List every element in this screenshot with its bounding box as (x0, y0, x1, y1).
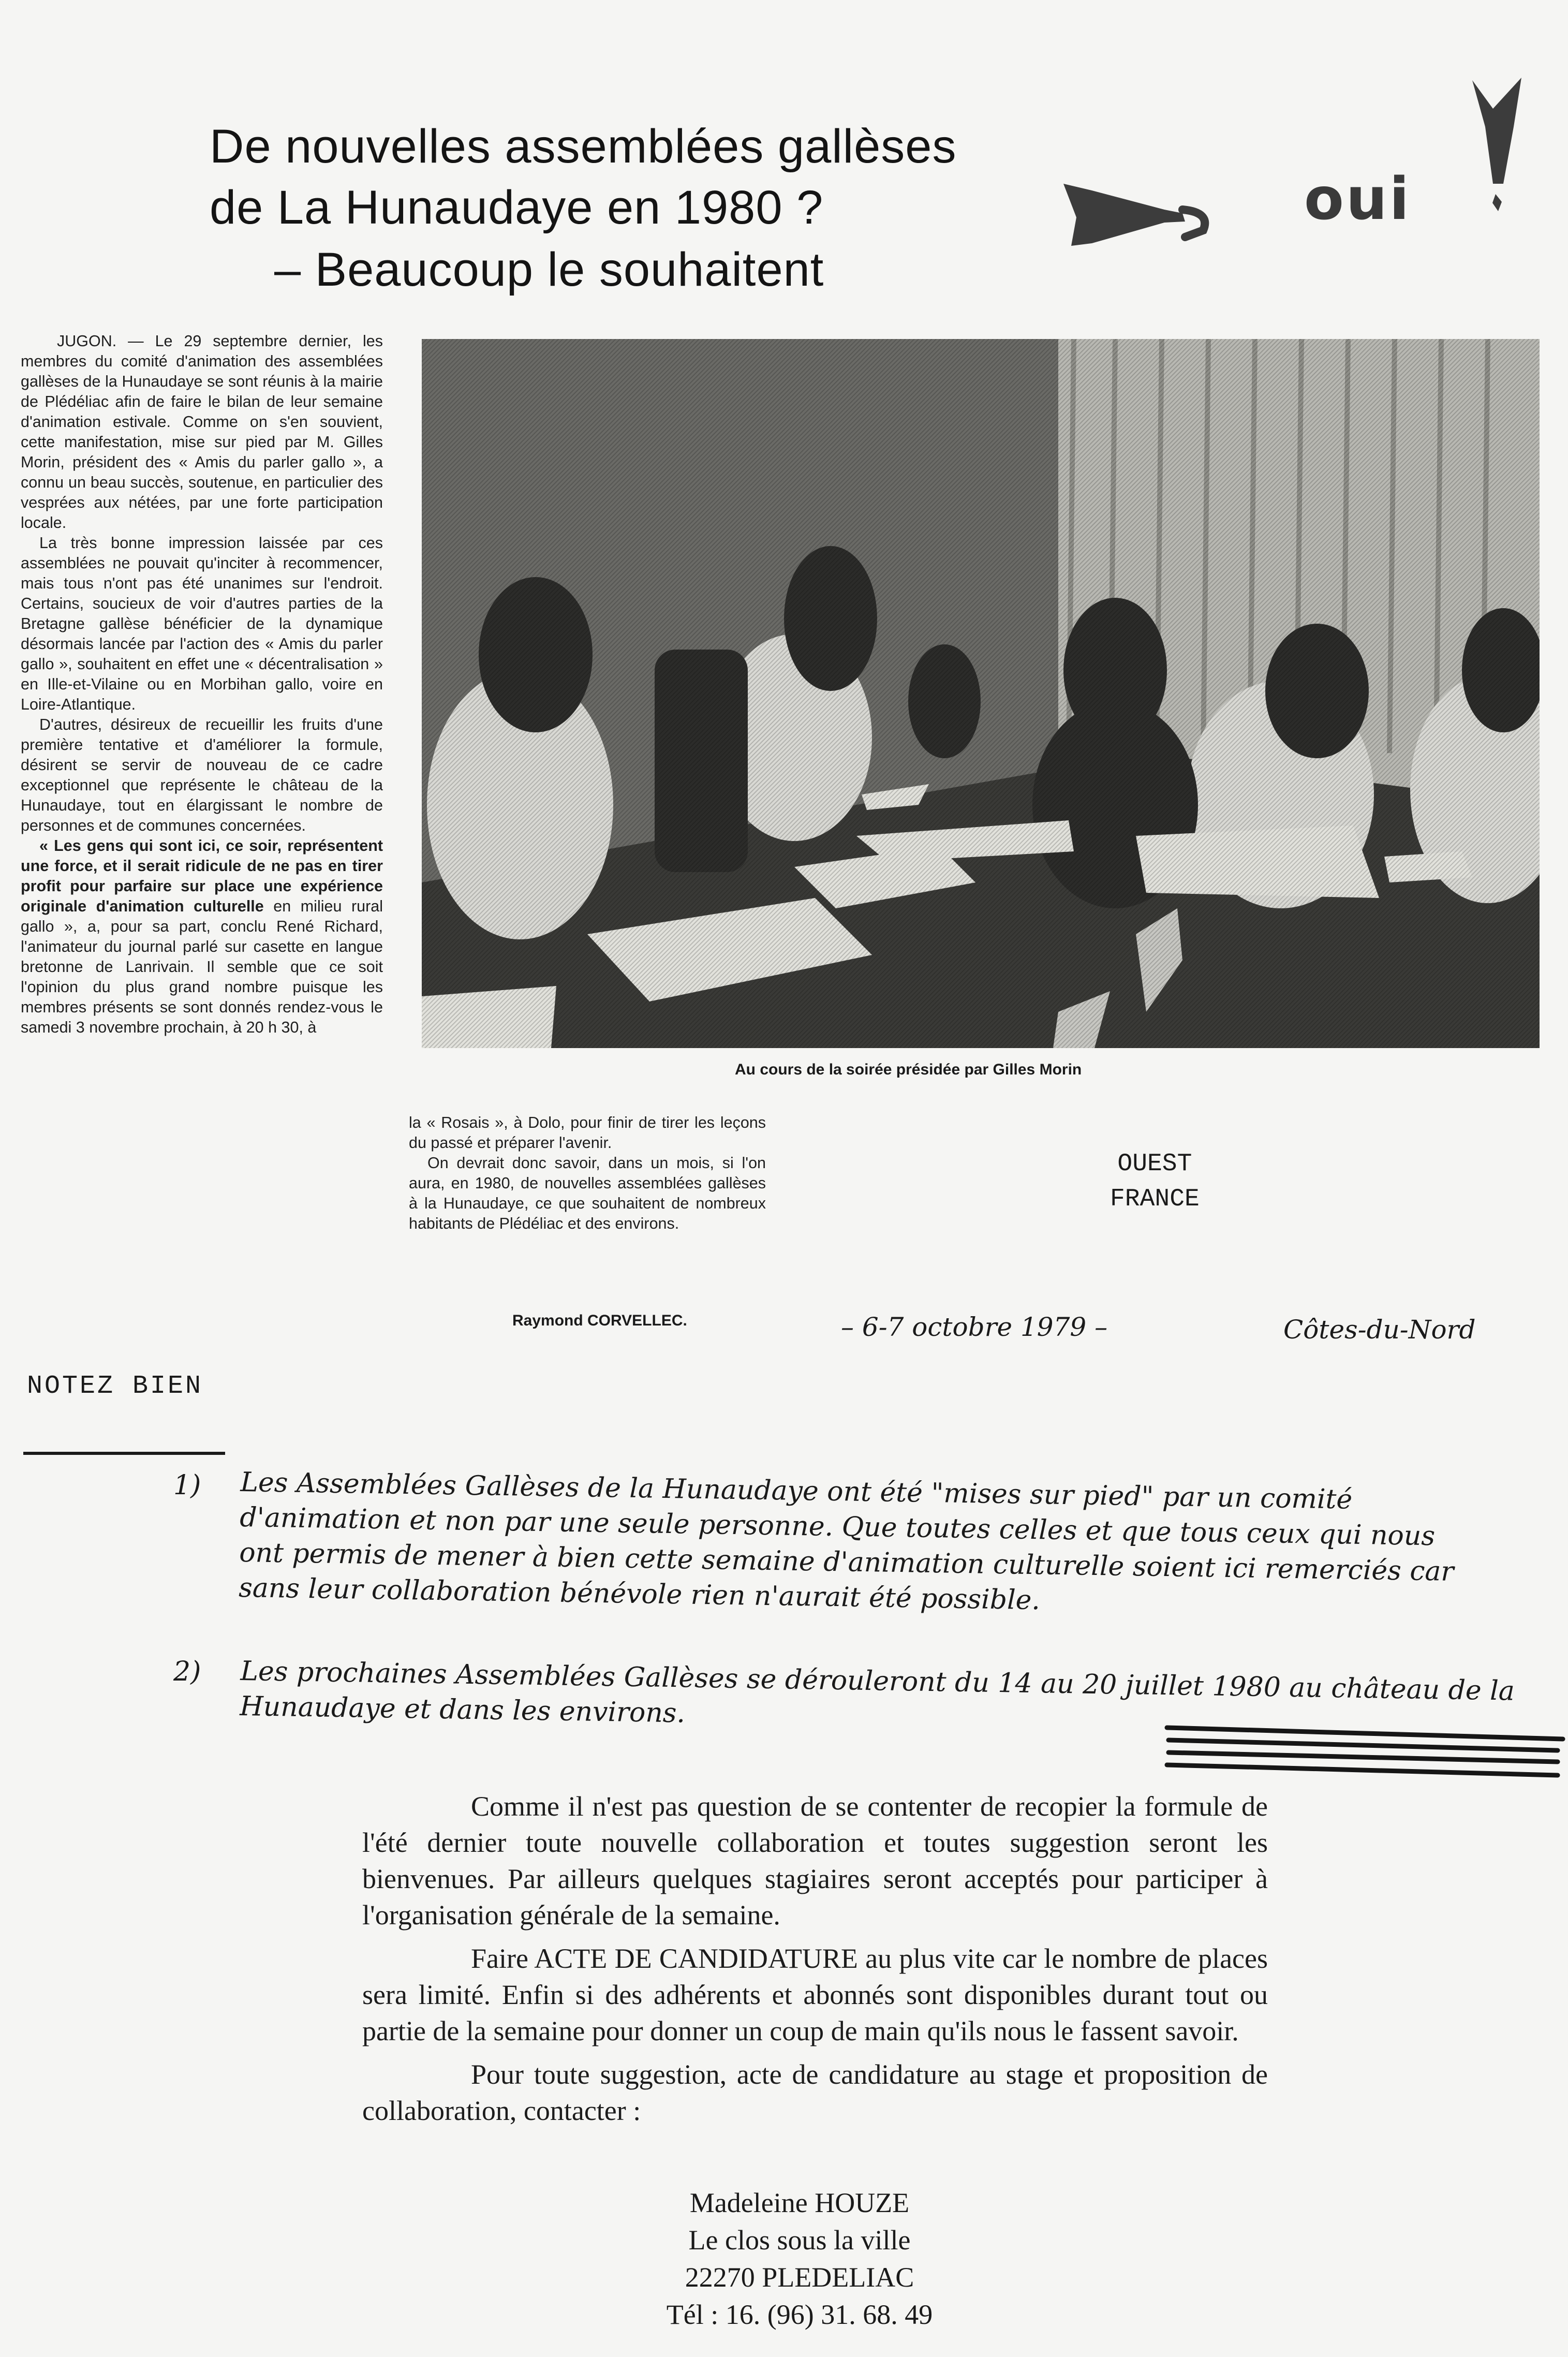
contact-phone: Tél : 16. (96) 31. 68. 49 (666, 2299, 933, 2330)
newspaper-name (1110, 1146, 1200, 1217)
announcement-paragraph: Comme il n'est pas question de se contenter de recopier la formule de l'été dernier toute nouvelle collaboration et toutes suggestion seront les bienvenues. Par ailleurs quelques stagiaires seront acceptés pour participer à l'organisation générale de la semaine. (362, 1791, 1268, 1931)
meeting-photo-illustration (422, 339, 1540, 1048)
emphasis-underlines (1164, 1723, 1568, 1780)
note-number: 1) (173, 1470, 201, 1501)
publication-date: – 6-7 octobre 1979 – (841, 1312, 1108, 1342)
note-text: Les Assemblées Gallèses de la Hunaudaye ont été "mises sur pied" par un comité d'animation et non par une seule personne. Que toutes celles et que tous ceux qui nous ont permis de mener à bien cette semaine d'animation culturelle soient ici remerciés car sans leur collaboration bénévole rien n'aurait été possible. (238, 1466, 1454, 1616)
contact-name: Madeleine HOUZE (689, 2187, 910, 2218)
quote-rest: en milieu rural gallo », a, pour sa part, conclu René Richard, l'animateur du journal parlé sur casette en langue bretonne de Lanrivain. Il semble que ce soit l'opinion du plus grand nombre puisque les membres présents se sont donnés rendez-vous le samedi 3 novembre prochain, à 20 h 30, à (21, 897, 383, 1036)
headline-line-2: de La Hunaudaye en 1980 ? (210, 181, 824, 234)
publication-region: Côtes-du-Nord (1283, 1315, 1476, 1345)
arrow-right-icon (1061, 181, 1237, 248)
notes-heading-underline (23, 1452, 225, 1455)
announcement-body (362, 1788, 1268, 2129)
announcement-paragraph: Pour toute suggestion, acte de candidature au stage et proposition de collaboration, contacter : (362, 2059, 1268, 2126)
article-left-column (21, 331, 383, 1038)
quote-bold: « Les gens qui sont ici, ce soir, représentent une force, et il serait ridicule de ne pas en tirer profit pour parfaire sur place une expérience originale d'animation culturelle (21, 837, 383, 915)
article-paragraph: la « Rosais », à Dolo, pour finir de tirer les leçons du passé et préparer l'avenir. (409, 1114, 766, 1152)
headline-line-1: De nouvelles assemblées gallèses (210, 120, 957, 173)
article-byline: Raymond CORVELLEC. (512, 1312, 687, 1329)
article-paragraph: La très bonne impression laissée par ces assemblées ne pouvait qu'inciter à recommencer, mais tous n'ont pas été unanimes sur l'endroit. Certains, soucieux de voir d'autres parties de la Bretagne gallèse bénéficier de la dynamique désormais lancée par l'action des « Amis du parler gallo », souhaitent en effet une « décentralisation » en Ille-et-Vilaine ou en Morbihan gallo, voire en Loire-Atlantique. (21, 534, 383, 713)
exclamation-mark-icon (1470, 78, 1527, 212)
note-number: 2) (173, 1656, 201, 1687)
article-paragraph: On devrait donc savoir, dans un mois, si l'on aura, en 1980, de nouvelles assemblées gallèses à la Hunaudaye, ce que souhaitent de nombreux habitants de Plédéliac et des environs. (409, 1154, 766, 1232)
article-paragraph: JUGON. — Le 29 septembre dernier, les membres du comité d'animation des assemblées gallèses de la Hunaudaye se sont réunis à la mairie de Plédéliac afin de faire le bilan de leur semaine d'animation estivale. Comme on s'en souvient, cette manifestation, mise sur pied par M. Gilles Morin, président des « Amis du parler gallo », a connu un beau succès, soutenue, en particulier des vesprées aux nétées, par une forte participation locale. (21, 332, 383, 532)
announcement-paragraph: Faire ACTE DE CANDIDATURE au plus vite car le nombre de places sera limité. Enfin si des adhérents et abonnés sont disponibles durant tout ou partie de la semaine pour donner un coup de main qu'ils nous le fassent savoir. (362, 1943, 1268, 2046)
notes-heading: NOTEZ BIEN (27, 1372, 203, 1401)
contact-city: 22270 PLEDELIAC (685, 2262, 914, 2293)
contact-block (362, 2184, 1268, 2333)
newspaper-name-line-1: OUEST (1117, 1150, 1192, 1178)
photo-caption: Au cours de la soirée présidée par Gilles Morin (735, 1061, 1082, 1078)
article-paragraph-quote (21, 836, 383, 1038)
article-paragraph: D'autres, désireux de recueillir les fruits d'une première tentative et d'améliorer la formule, désirent se servir de nouveau de ce cadre exceptionnel que représente le château de la Hunaudaye, tout en élargissant le nombre de personnes et de communes concernées. (21, 716, 383, 834)
note-text: Les prochaines Assemblées Gallèses se dérouleront du 14 au 20 juillet 1980 au château de la Hunaudaye et dans les environs. (239, 1655, 1515, 1729)
stamp-oui-text: oui (1304, 166, 1412, 233)
headline-line-3: – Beaucoup le souhaitent (274, 243, 824, 296)
newspaper-name-line-2: FRANCE (1110, 1185, 1200, 1213)
contact-address: Le clos sous la ville (688, 2225, 911, 2256)
article-photo (422, 339, 1540, 1048)
article-middle-column (409, 1113, 766, 1234)
